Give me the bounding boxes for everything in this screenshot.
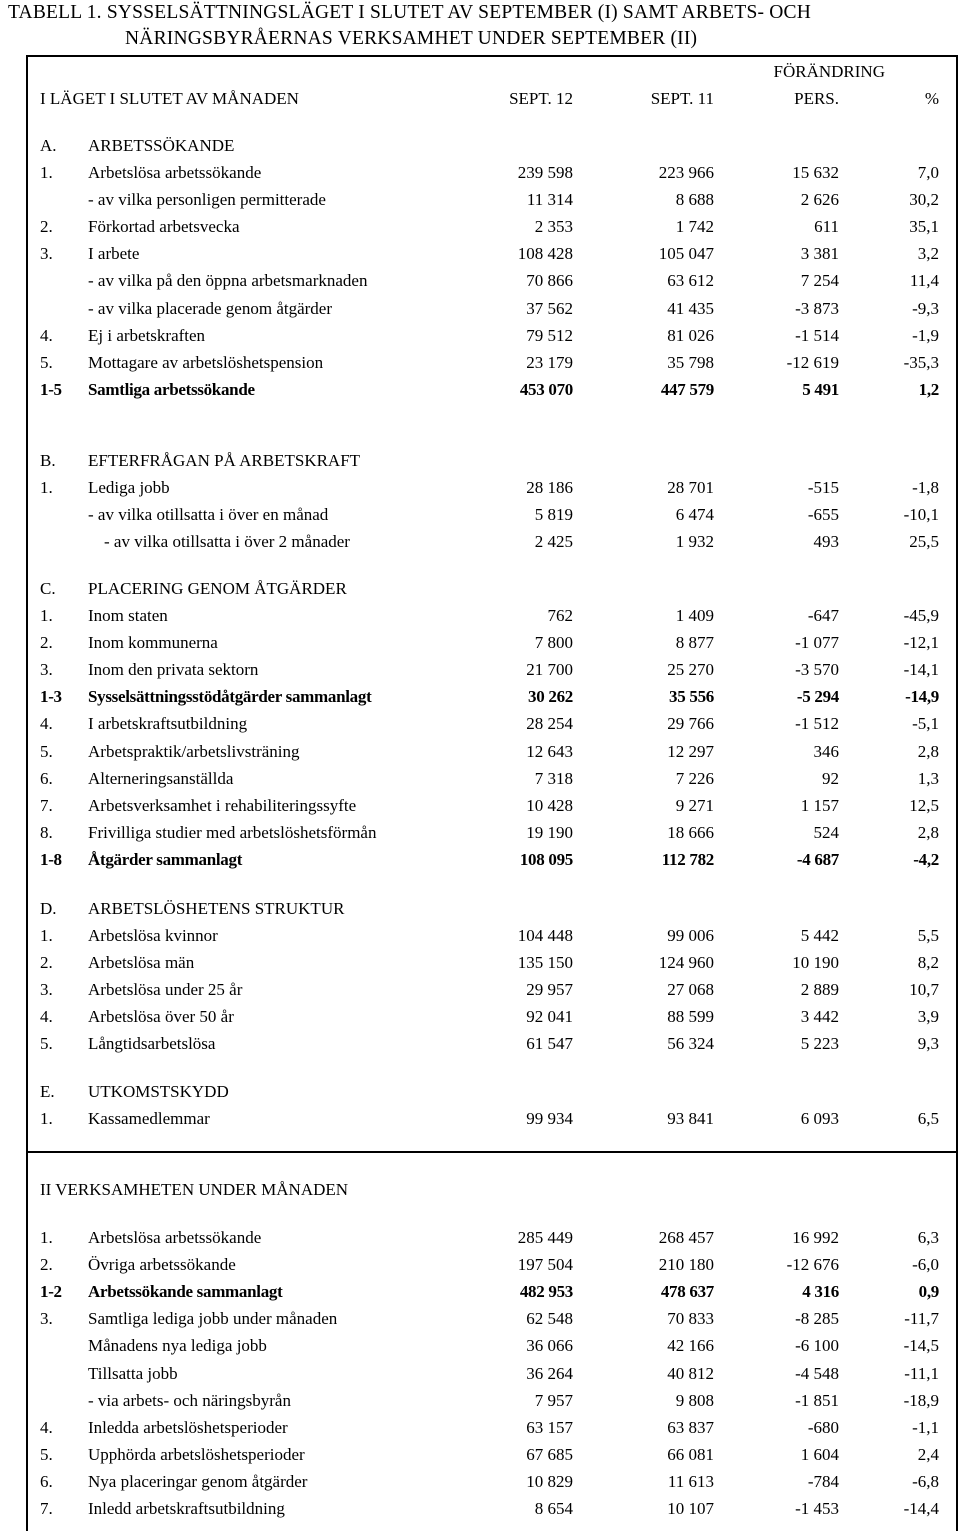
table-row	[0, 629, 960, 656]
value-sept-12: 36 264	[526, 1364, 573, 1383]
value-sept-12: 482 953	[519, 1282, 573, 1301]
row-label: I arbetskraftsutbildning	[88, 714, 248, 733]
row-label: - av vilka personligen permitterade	[88, 190, 326, 209]
section-title: ARBETSSÖKANDE	[88, 136, 235, 155]
value-change-percent: -1,9	[912, 326, 939, 345]
table-row	[0, 1224, 960, 1251]
row-number: 4.	[40, 1418, 53, 1437]
value-change-percent: 10,7	[909, 980, 939, 999]
value-sept-12: 36 066	[526, 1336, 573, 1355]
value-change-percent: 9,3	[917, 1034, 939, 1053]
row-number: 7.	[40, 796, 53, 815]
row-label: Alterneringsanställda	[88, 769, 234, 788]
row-number: 5.	[40, 742, 53, 761]
row-label: Arbetsverksamhet i rehabiliteringssyfte	[88, 796, 357, 815]
row-label: - av vilka otillsatta i över 2 månader	[104, 532, 350, 551]
row-label: Inom den privata sektorn	[88, 660, 259, 679]
value-sept-12: 10 428	[526, 796, 573, 815]
value-change-pers: 15 632	[792, 163, 839, 182]
value-sept-12: 285 449	[517, 1228, 573, 1247]
table-row	[0, 322, 960, 349]
value-change-pers: 4 316	[802, 1282, 839, 1301]
value-sept-11: 35 556	[669, 687, 714, 706]
value-sept-11: 7 226	[675, 769, 714, 788]
value-change-percent: -11,7	[904, 1309, 939, 1328]
value-sept-11: 8 688	[675, 190, 714, 209]
value-sept-12: 61 547	[526, 1034, 573, 1053]
value-sept-12: 7 800	[534, 633, 573, 652]
section-title: PLACERING GENOM ÅTGÄRDER	[88, 579, 347, 598]
row-label: Inom staten	[88, 606, 168, 625]
table-row	[0, 922, 960, 949]
row-label: Nya placeringar genom åtgärder	[88, 1472, 308, 1491]
row-label: I arbete	[88, 244, 140, 263]
row-number: 1.	[40, 478, 53, 497]
table-row	[0, 765, 960, 792]
section-letter: E.	[40, 1082, 55, 1101]
value-sept-12: 239 598	[517, 163, 573, 182]
row-label: Långtidsarbetslösa	[88, 1034, 216, 1053]
row-label: Inom kommunerna	[88, 633, 218, 652]
row-label: - av vilka placerade genom åtgärder	[88, 299, 333, 318]
table-row	[0, 976, 960, 1003]
value-sept-12: 29 957	[526, 980, 573, 999]
value-change-percent: -6,0	[912, 1255, 939, 1274]
row-number: 3.	[40, 244, 53, 263]
column-header-percent: %	[924, 89, 939, 108]
column-header-pers: PERS.	[794, 89, 839, 108]
row-number: 1.	[40, 606, 53, 625]
table-row	[0, 1251, 960, 1278]
row-number: 1-3	[40, 687, 62, 706]
value-change-pers: 6 093	[800, 1109, 839, 1128]
table-row	[0, 602, 960, 629]
table-title	[8, 0, 956, 52]
row-label: Övriga arbetssökande	[88, 1255, 236, 1274]
value-change-percent: 6,5	[917, 1109, 939, 1128]
value-change-percent: -1,1	[912, 1418, 939, 1437]
table-row	[0, 159, 960, 186]
value-change-pers: -5 294	[796, 687, 839, 706]
value-change-percent: 30,2	[909, 190, 939, 209]
value-change-pers: -1 077	[795, 633, 839, 652]
value-change-percent: -45,9	[903, 606, 939, 625]
row-label: - via arbets- och näringsbyrån	[88, 1391, 291, 1410]
part-1-heading: I LÄGET I SLUTET AV MÅNADEN	[40, 89, 299, 108]
value-change-pers: 611	[814, 217, 839, 236]
value-sept-11: 41 435	[667, 299, 714, 318]
value-sept-11: 478 637	[660, 1282, 714, 1301]
value-change-percent: 35,1	[909, 217, 939, 236]
row-label: Upphörda arbetslöshetsperioder	[88, 1445, 305, 1464]
value-sept-11: 9 271	[675, 796, 714, 815]
table-row	[0, 474, 960, 501]
value-sept-11: 447 579	[660, 380, 714, 399]
value-sept-11: 25 270	[667, 660, 714, 679]
row-number: 1.	[40, 926, 53, 945]
value-sept-12: 12 643	[526, 742, 573, 761]
value-change-pers: 7 254	[800, 271, 839, 290]
row-label: Inledd arbetskraftsutbildning	[88, 1499, 285, 1518]
value-sept-11: 28 701	[667, 478, 714, 497]
row-label: Samtliga arbetssökande	[88, 380, 255, 399]
value-sept-11: 1 409	[675, 606, 714, 625]
value-sept-12: 7 318	[534, 769, 573, 788]
value-sept-12: 63 157	[526, 1418, 573, 1437]
value-sept-11: 66 081	[667, 1445, 714, 1464]
table-row	[0, 656, 960, 683]
table-subtotal-row	[0, 376, 960, 403]
table-row	[0, 1105, 960, 1132]
row-label: Tillsatta jobb	[88, 1364, 178, 1383]
row-number: 2.	[40, 953, 53, 972]
value-sept-11: 223 966	[658, 163, 714, 182]
value-sept-11: 63 837	[667, 1418, 714, 1437]
value-change-percent: -9,3	[912, 299, 939, 318]
value-change-pers: 5 442	[800, 926, 839, 945]
value-sept-12: 108 428	[517, 244, 573, 263]
row-label: Inledda arbetslöshetsperioder	[88, 1418, 288, 1437]
value-change-percent: 3,9	[917, 1007, 939, 1026]
value-sept-12: 70 866	[526, 271, 573, 290]
value-change-pers: -12 676	[786, 1255, 839, 1274]
value-change-pers: 1 157	[800, 796, 839, 815]
table-row	[0, 710, 960, 737]
value-change-pers: -3 570	[795, 660, 839, 679]
value-change-pers: 92	[822, 769, 839, 788]
row-label: Arbetslösa arbetssökande	[88, 163, 262, 182]
value-change-percent: -5,1	[912, 714, 939, 733]
row-number: 2.	[40, 217, 53, 236]
value-change-pers: -680	[807, 1418, 839, 1437]
row-number: 3.	[40, 660, 53, 679]
value-change-percent: -35,3	[903, 353, 939, 372]
value-change-percent: 6,3	[917, 1228, 939, 1247]
row-number: 7.	[40, 1499, 53, 1518]
table-row	[0, 819, 960, 846]
section-heading	[0, 447, 960, 474]
row-label: Arbetspraktik/arbetslivsträning	[88, 742, 300, 761]
value-change-percent: 11,4	[909, 271, 939, 290]
table-subtotal-row	[0, 683, 960, 710]
row-number: 3.	[40, 980, 53, 999]
row-number: 4.	[40, 326, 53, 345]
row-number: 6.	[40, 769, 53, 788]
row-number: 1.	[40, 1109, 53, 1128]
value-sept-11: 88 599	[667, 1007, 714, 1026]
value-change-percent: -6,8	[912, 1472, 939, 1491]
value-change-percent: 2,8	[917, 742, 939, 761]
value-change-pers: 10 190	[792, 953, 839, 972]
row-number: 6.	[40, 1472, 53, 1491]
value-sept-11: 12 297	[667, 742, 714, 761]
row-label: Mottagare av arbetslöshetspension	[88, 353, 324, 372]
row-label: Lediga jobb	[88, 478, 170, 497]
value-change-pers: 16 992	[792, 1228, 839, 1247]
row-label: Förkortad arbetsvecka	[88, 217, 240, 236]
value-change-pers: -4 687	[796, 850, 839, 869]
value-sept-11: 29 766	[667, 714, 714, 733]
table-subtotal-row	[0, 846, 960, 873]
section-title: UTKOMSTSKYDD	[88, 1082, 229, 1101]
row-number: 5.	[40, 1445, 53, 1464]
value-sept-12: 7 957	[534, 1391, 573, 1410]
value-change-pers: 346	[813, 742, 839, 761]
value-sept-12: 11 314	[526, 190, 573, 209]
value-sept-12: 453 070	[519, 380, 573, 399]
value-sept-12: 2 353	[534, 217, 573, 236]
value-change-percent: -14,9	[905, 687, 939, 706]
section-letter: C.	[40, 579, 56, 598]
table-row	[0, 738, 960, 765]
row-label: Arbetslösa män	[88, 953, 195, 972]
column-header-change: FÖRÄNDRING	[773, 62, 885, 81]
table-row	[0, 1414, 960, 1441]
value-change-pers: 1 604	[800, 1445, 839, 1464]
row-number: 4.	[40, 1007, 53, 1026]
value-change-pers: 2 626	[800, 190, 839, 209]
row-number: 2.	[40, 1255, 53, 1274]
table-row	[0, 1387, 960, 1414]
row-label: Samtliga lediga jobb under månaden	[88, 1309, 338, 1328]
value-sept-11: 40 812	[667, 1364, 714, 1383]
value-sept-12: 28 186	[526, 478, 573, 497]
table-row	[0, 267, 960, 294]
row-number: 1.	[40, 1228, 53, 1247]
value-change-pers: -1 512	[795, 714, 839, 733]
value-change-pers: -12 619	[786, 353, 839, 372]
value-sept-11: 268 457	[658, 1228, 714, 1247]
value-change-percent: -14,4	[903, 1499, 939, 1518]
value-sept-11: 56 324	[667, 1034, 714, 1053]
section-heading	[0, 575, 960, 602]
value-sept-12: 8 654	[534, 1499, 573, 1518]
section-letter: A.	[40, 136, 57, 155]
row-label: Arbetslösa arbetssökande	[88, 1228, 262, 1247]
value-sept-12: 108 095	[519, 850, 573, 869]
value-sept-11: 18 666	[667, 823, 714, 842]
value-sept-12: 67 685	[526, 1445, 573, 1464]
value-sept-12: 62 548	[526, 1309, 573, 1328]
value-change-pers: -6 100	[795, 1336, 839, 1355]
row-label: Arbetslösa under 25 år	[88, 980, 243, 999]
value-sept-12: 104 448	[517, 926, 573, 945]
value-change-percent: -1,8	[912, 478, 939, 497]
table-row	[0, 295, 960, 322]
value-change-percent: 2,4	[917, 1445, 939, 1464]
value-change-percent: 1,3	[917, 769, 939, 788]
row-number: 1-8	[40, 850, 62, 869]
table-row	[0, 240, 960, 267]
row-label: Sysselsättningsstödåtgärder sammanlagt	[88, 687, 372, 706]
row-label: Arbetssökande sammanlagt	[88, 1282, 283, 1301]
value-change-percent: 5,5	[917, 926, 939, 945]
value-change-pers: 524	[813, 823, 839, 842]
value-sept-12: 37 562	[526, 299, 573, 318]
section-title: EFTERFRÅGAN PÅ ARBETSKRAFT	[88, 451, 361, 470]
value-sept-12: 21 700	[526, 660, 573, 679]
value-change-pers: -1 453	[795, 1499, 839, 1518]
value-change-pers: 3 381	[800, 244, 839, 263]
value-sept-11: 8 877	[675, 633, 714, 652]
value-change-pers: 5 491	[802, 380, 839, 399]
value-sept-11: 81 026	[667, 326, 714, 345]
value-sept-12: 28 254	[526, 714, 573, 733]
value-sept-12: 2 425	[534, 532, 573, 551]
table-subtotal-row	[0, 1278, 960, 1305]
value-sept-11: 70 833	[667, 1309, 714, 1328]
value-sept-11: 105 047	[658, 244, 714, 263]
row-number: 1-2	[40, 1282, 62, 1301]
value-change-percent: 3,2	[917, 244, 939, 263]
value-change-pers: -3 873	[795, 299, 839, 318]
value-sept-11: 112 782	[661, 850, 714, 869]
value-change-pers: -515	[807, 478, 839, 497]
value-sept-12: 30 262	[528, 687, 573, 706]
table-row	[0, 1360, 960, 1387]
row-label: Månadens nya lediga jobb	[88, 1336, 267, 1355]
value-change-pers: -647	[807, 606, 839, 625]
table-row	[0, 1332, 960, 1359]
section-heading	[0, 1078, 960, 1105]
value-change-pers: 493	[813, 532, 839, 551]
value-sept-11: 11 613	[667, 1472, 714, 1491]
row-number: 4.	[40, 714, 53, 733]
value-change-percent: -4,2	[913, 850, 939, 869]
row-number: 1.	[40, 163, 53, 182]
value-sept-12: 762	[547, 606, 573, 625]
value-sept-11: 99 006	[667, 926, 714, 945]
table-row	[0, 349, 960, 376]
value-change-pers: 2 889	[800, 980, 839, 999]
row-label: Åtgärder sammanlagt	[88, 850, 243, 869]
table-title-line-2: NÄRINGSBYRÅERNAS VERKSAMHET UNDER SEPTEMBER (II)	[125, 28, 698, 49]
value-change-percent: 2,8	[917, 823, 939, 842]
value-sept-11: 42 166	[667, 1336, 714, 1355]
column-header-sept-11: SEPT. 11	[650, 89, 714, 108]
value-sept-11: 10 107	[667, 1499, 714, 1518]
value-change-pers: -4 548	[795, 1364, 839, 1383]
value-change-percent: -11,1	[904, 1364, 939, 1383]
value-change-percent: 8,2	[917, 953, 939, 972]
value-sept-11: 9 808	[675, 1391, 714, 1410]
row-label: - av vilka otillsatta i över en månad	[88, 505, 329, 524]
table-row	[0, 186, 960, 213]
table-row	[0, 1305, 960, 1332]
value-change-pers: 3 442	[800, 1007, 839, 1026]
value-sept-11: 124 960	[658, 953, 714, 972]
value-sept-11: 1 742	[675, 217, 714, 236]
value-change-percent: -14,1	[903, 660, 939, 679]
value-change-percent: -18,9	[903, 1391, 939, 1410]
value-sept-12: 23 179	[526, 353, 573, 372]
value-sept-11: 6 474	[675, 505, 714, 524]
row-label: Ej i arbetskraften	[88, 326, 206, 345]
value-change-percent: 1,2	[918, 380, 939, 399]
table-row	[0, 501, 960, 528]
value-change-pers: -1 851	[795, 1391, 839, 1410]
part-2-heading	[0, 1176, 960, 1203]
value-sept-11: 35 798	[667, 353, 714, 372]
table-row	[0, 1030, 960, 1057]
row-label: Kassamedlemmar	[88, 1109, 210, 1128]
row-label: - av vilka på den öppna arbetsmarknaden	[88, 271, 368, 290]
value-sept-12: 79 512	[526, 326, 573, 345]
table-row	[0, 792, 960, 819]
value-sept-11: 27 068	[667, 980, 714, 999]
row-label: Arbetslösa över 50 år	[88, 1007, 234, 1026]
value-sept-11: 210 180	[658, 1255, 714, 1274]
table-row	[0, 949, 960, 976]
value-sept-12: 92 041	[526, 1007, 573, 1026]
table-title-line-1: TABELL 1. SYSSELSÄTTNINGSLÄGET I SLUTET AV SEPTEMBER (I) SAMT ARBETS- OCH	[8, 2, 812, 23]
row-label: Frivilliga studier med arbetslöshetsförmån	[88, 823, 377, 842]
value-sept-11: 93 841	[667, 1109, 714, 1128]
row-number: 2.	[40, 633, 53, 652]
value-sept-12: 197 504	[517, 1255, 573, 1274]
value-change-percent: 7,0	[917, 163, 939, 182]
value-sept-11: 1 932	[675, 532, 714, 551]
row-label: Arbetslösa kvinnor	[88, 926, 218, 945]
value-change-pers: -1 514	[795, 326, 839, 345]
part-2-title: II VERKSAMHETEN UNDER MÅNADEN	[40, 1180, 349, 1199]
row-number: 5.	[40, 353, 53, 372]
row-number: 8.	[40, 823, 53, 842]
value-change-percent: 12,5	[909, 796, 939, 815]
value-change-percent: -14,5	[903, 1336, 939, 1355]
table-row	[0, 1003, 960, 1030]
row-number: 5.	[40, 1034, 53, 1053]
value-change-percent: 0,9	[918, 1282, 939, 1301]
section-letter: D.	[40, 899, 57, 918]
value-change-percent: -12,1	[903, 633, 939, 652]
value-change-percent: -10,1	[903, 505, 939, 524]
table-row	[0, 1441, 960, 1468]
value-change-pers: -8 285	[795, 1309, 839, 1328]
table-row	[0, 213, 960, 240]
row-number: 3.	[40, 1309, 53, 1328]
value-sept-12: 19 190	[526, 823, 573, 842]
table-row	[0, 528, 960, 555]
table-row	[0, 1468, 960, 1495]
value-sept-12: 10 829	[526, 1472, 573, 1491]
table-row	[0, 1495, 960, 1522]
value-sept-12: 135 150	[517, 953, 573, 972]
value-sept-12: 5 819	[534, 505, 573, 524]
section-heading	[0, 132, 960, 159]
section-letter: B.	[40, 451, 56, 470]
value-sept-12: 99 934	[526, 1109, 573, 1128]
value-change-pers: -655	[807, 505, 839, 524]
row-number: 1-5	[40, 380, 62, 399]
section-title: ARBETSLÖSHETENS STRUKTUR	[88, 899, 345, 918]
value-sept-11: 63 612	[667, 271, 714, 290]
value-change-pers: 5 223	[800, 1034, 839, 1053]
value-change-percent: 25,5	[909, 532, 939, 551]
column-header-sept-12: SEPT. 12	[509, 89, 573, 108]
value-change-pers: -784	[807, 1472, 839, 1491]
section-heading	[0, 895, 960, 922]
